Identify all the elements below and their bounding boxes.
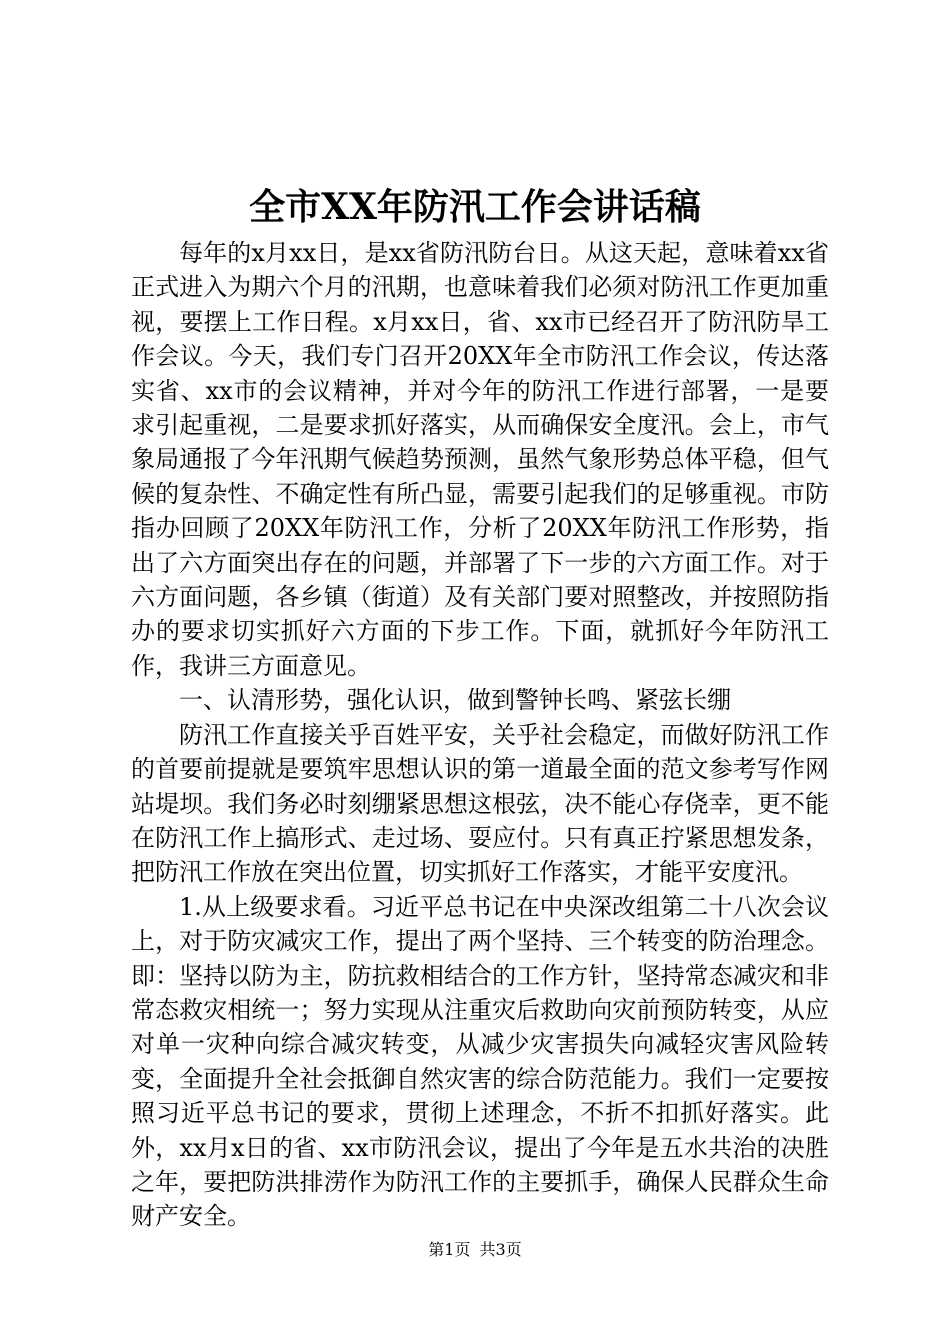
section-1-paragraph: 防汛工作直接关乎百姓平安，关乎社会稳定，而做好防汛工作的首要前提就是要筑牢思想认识的第一道最全面的范文参考写作网站堤坝。我们务必时刻绷紧思想这根弦，决不能心存侥幸，更不能在防汛工作上搞形式、走过场、耍应付。只有真正拧紧思想发条，把防汛工作放在突出位置，切实抓好工作落实，才能平安度汛。 <box>131 720 829 887</box>
page-number: 第1页 <box>428 1240 471 1259</box>
document-body <box>131 236 829 1234</box>
section-1-point-1-paragraph: 1.从上级要求看。习近平总书记在中央深改组第二十八次会议上，对于防灾减灾工作，提出了两个坚持、三个转变的防治理念。即：坚持以防为主，防抗救相结合的工作方针，坚持常态减灾和非常态救灾相统一；努力实现从注重灾后救助向灾前预防转变，从应对单一灾种向综合减灾转变，从减少灾害损失向减轻灾害风险转变，全面提升全社会抵御自然灾害的综合防范能力。我们一定要按照习近平总书记的要求，贯彻上述理念，不折不扣抓好落实。此外，xx月x日的省、xx市防汛会议，提出了今年是五水共治的决胜之年，要把防洪排涝作为防汛工作的主要抓手，确保人民群众生命财产安全。 <box>131 892 829 1231</box>
page-total: 共3页 <box>479 1240 522 1259</box>
document-title: 全市XX年防汛工作会讲话稿 <box>249 186 701 228</box>
page-footer <box>0 1240 950 1260</box>
section-heading-1: 一、认清形势，强化认识，做到警钟长鸣、紧弦长绷 <box>179 686 731 715</box>
intro-paragraph: 每年的x月xx日，是xx省防汛防台日。从这天起，意味着xx省正式进入为期六个月的汛期，也意味着我们必须对防汛工作更加重视，要摆上工作日程。x月xx日，省、xx市已经召开了防汛防旱工作会议。今天，我们专门召开20XX年全市防汛工作会议，传达落实省、xx市的会议精神，并对今年的防汛工作进行部署，一是要求引起重视，二是要求抓好落实，从而确保安全度汛。会上，市气象局通报了今年汛期气候趋势预测，虽然气象形势总体平稳，但气候的复杂性、不确定性有所凸显，需要引起我们的足够重视。市防指办回顾了20XX年防汛工作，分析了20XX年防汛工作形势，指出了六方面突出存在的问题，并部署了下一步的六方面工作。对于六方面问题，各乡镇（街道）及有关部门要对照整改，并按照防指办的要求切实抓好六方面的下步工作。下面，就抓好今年防汛工作，我讲三方面意见。 <box>131 239 829 680</box>
